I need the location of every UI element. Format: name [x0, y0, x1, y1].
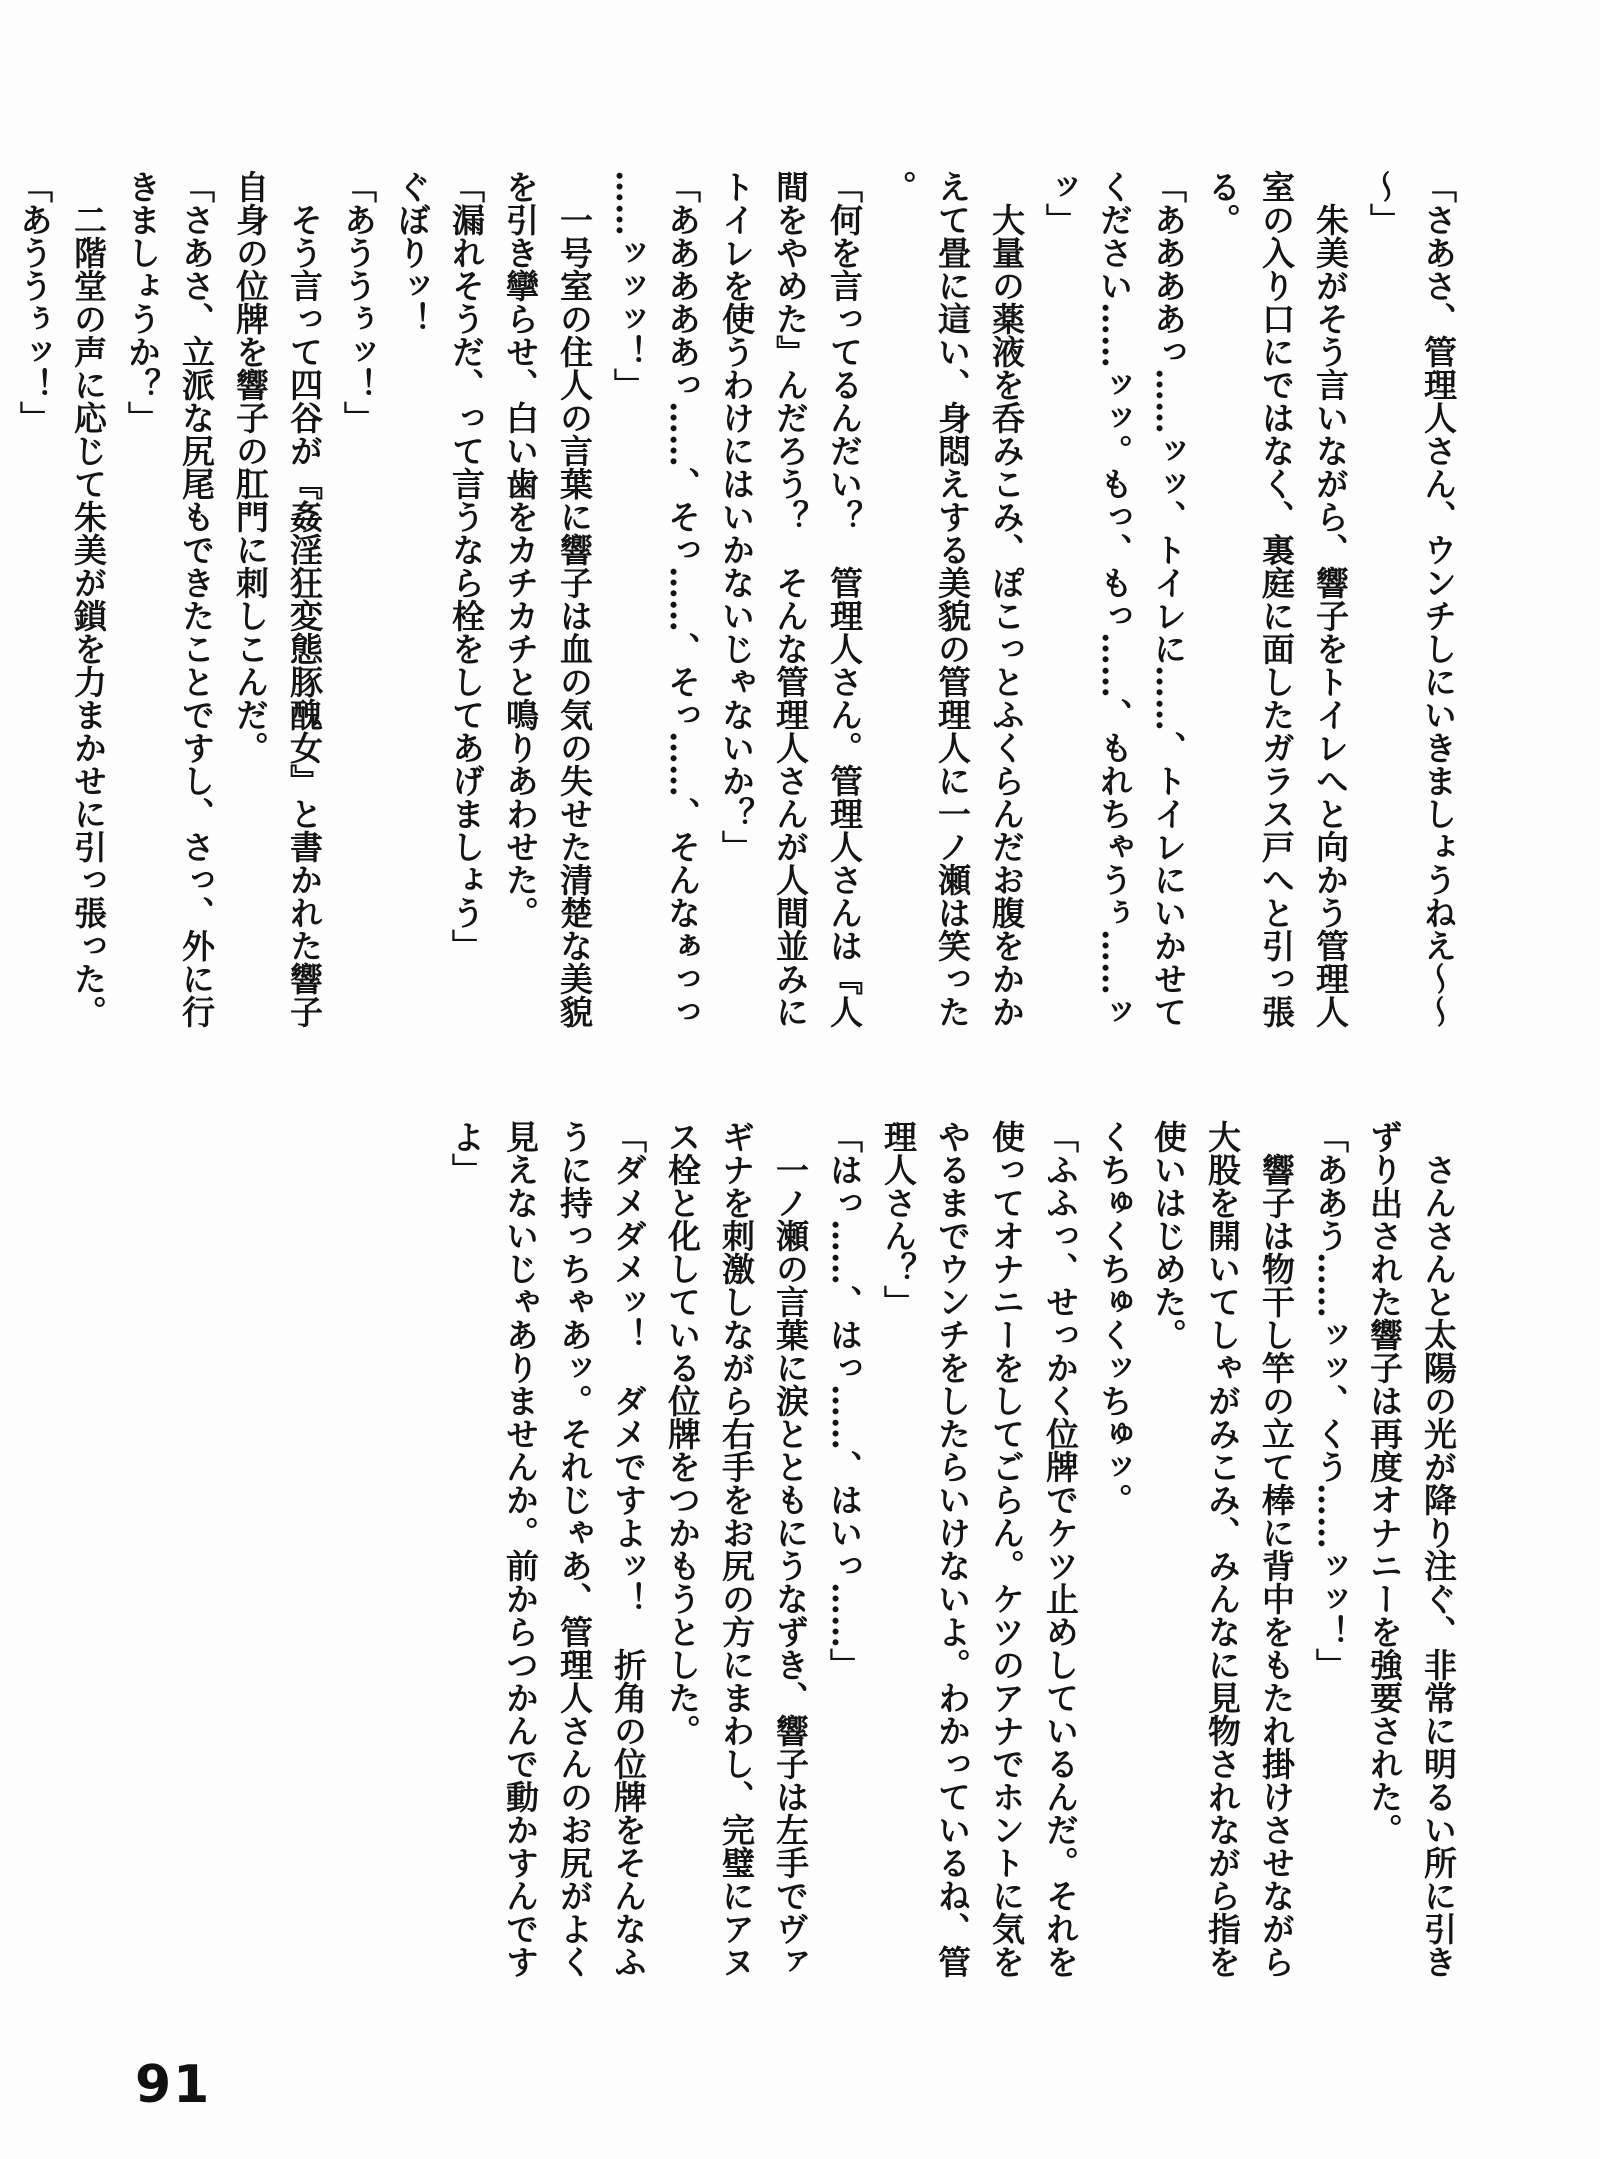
upper-text-block	[15, 170, 1465, 1040]
paragraph: 「さあさ、管理人さん、ウンチしにいきましょうねえ〜〜〜」	[1365, 170, 1458, 1028]
paragraph: 「あああああっ……、そっ……、そっ……、そんなぁっっ……ッッッ！」	[609, 170, 702, 1028]
paragraph: 「何を言ってるんだい？ 管理人さん。管理人さんは『人間をやめた』んだろう？ そんな管理人さんが人間並みにトイレを使うわけにはいかないじゃないか？」	[717, 170, 864, 1028]
paragraph	[0, 170, 7, 1040]
paragraph: そう言って四谷が『姦淫狂変態豚醜女』と書かれた響子自身の位牌を響子の肛門に刺しこんだ。	[231, 170, 324, 1028]
paragraph: さんさんと太陽の光が降り注ぐ、非常に明るい所に引きずり出された響子は再度オナニーを強要された。	[1365, 1120, 1458, 1978]
paragraph: 朱美がそう言いながら、響子をトイレへと向かう管理人室の入り口にではなく、裏庭に面したガラス戸へと引っ張る。	[1203, 170, 1350, 1028]
paragraph: 「あううぅッ！」	[339, 170, 378, 434]
paragraph: 「ああう……ッッ、くう……ッッ！」	[1311, 1120, 1350, 1681]
paragraph: 「ふふっ、せっかく位牌でケツ止めしているんだ。それを使ってオナニーをしてごらん。ケツのアナでホントに気をやるまでウンチをしたらいけないよ。わかっているね、管理人さん？」	[879, 1120, 1080, 1978]
paragraph: 響子は物干し竿の立て棒に背中をもたれ掛けさせながら大股を開いてしゃがみこみ、みんなに見物されながら指を使いはじめた。	[1149, 1120, 1296, 1978]
paragraph: 「ああああっ……ッッ、トイレに……、トイレにいかせてください……ッッ。もっ、もっ……、もれちゃうぅ……ッッ」	[1041, 170, 1188, 1028]
lower-text-block	[135, 1120, 1465, 2000]
page-number: 91	[135, 2055, 212, 2115]
paragraph: 「あううぅッ！」	[15, 170, 54, 434]
paragraph: 「ダメダメッ！ ダメですよッ！ 折角の位牌をそんなふうに持っちゃあッ。それじゃあ、管理人さんのお尻がよく見えないじゃありませんか。前からつかんで動かすんですよ」	[447, 1120, 648, 1978]
paragraph: 「はっ……、はっ……、はいっ……」	[825, 1120, 864, 1681]
paragraph: 「漏れそうだ、って言うなら栓をしてあげましょう」	[447, 170, 486, 962]
paragraph: 一ノ瀬の言葉に涙とともにうなずき、響子は左手でヴァギナを刺激しながら右手をお尻の方にまわし、完璧にアヌス栓と化している位牌をつかもうとした。	[663, 1120, 810, 1978]
paragraph: 一号室の住人の言葉に響子は血の気の失せた清楚な美貌を引き攣らせ、白い歯をカチカチと鳴りあわせた。	[501, 170, 594, 1028]
paragraph: 二階堂の声に応じて朱美が鎖を力まかせに引っ張った。	[69, 203, 108, 1028]
paragraph: 大量の薬液を呑みこみ、ぽこっとふくらんだお腹をかかえて畳に這い、身悶えする美貌の管理人に一ノ瀬は笑った。	[879, 170, 1026, 1028]
paragraph: ぐぼりッ！	[393, 170, 432, 335]
paragraph: 「さあさ、立派な尻尾もできたことですし、さっ、外に行きましょうか？」	[123, 170, 216, 1028]
paragraph: くちゅくちゅくッちゅッ。	[1095, 1120, 1134, 1516]
